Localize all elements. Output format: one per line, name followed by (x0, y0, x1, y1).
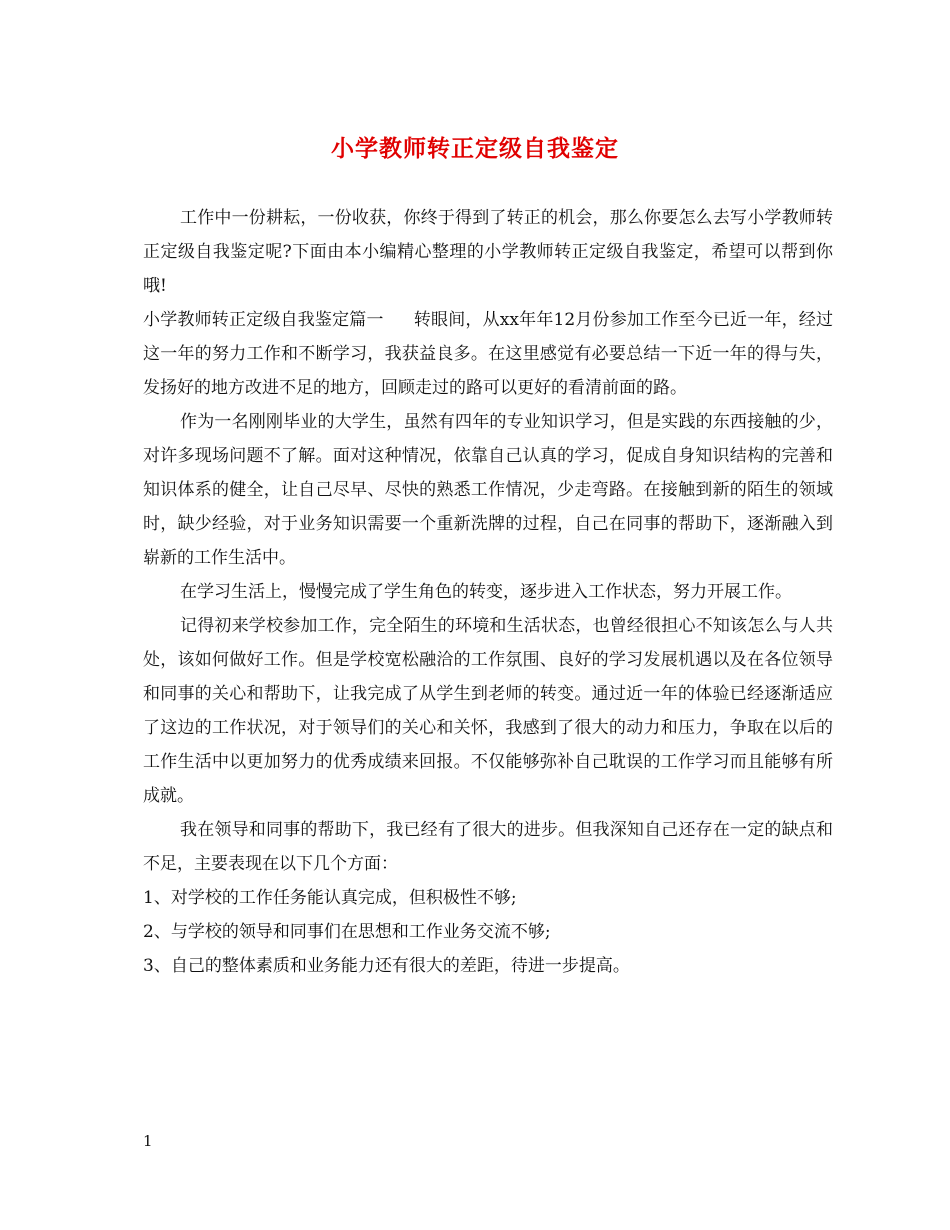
body-paragraph: 作为一名刚刚毕业的大学生，虽然有四年的专业知识学习，但是实践的东西接触的少，对许多现场问题不了解。面对这种情况，依靠自己认真的学习，促成自身知识结构的完善和知识体系的健全，让自己尽早、尽快的熟悉工作情况，少走弯路。在接触到新的陌生的领域时，缺少经验，对于业务知识需要一个重新洗牌的过程，自己在同事的帮助下，逐渐融入到崭新的工作生活中。 (143, 412, 833, 568)
intro-paragraph: 工作中一份耕耘，一份收获，你终于得到了转正的机会，那么你要怎么去写小学教师转正定级自我鉴定呢?下面由本小编精心整理的小学教师转正定级自我鉴定，希望可以帮到你哦! (143, 208, 833, 296)
section-heading: 小学教师转正定级自我鉴定篇一 (143, 310, 384, 330)
list-item: 3、自己的整体素质和业务能力还有很大的差距，待进一步提高。 (143, 956, 630, 976)
document-body (143, 201, 833, 983)
section-one-paragraph (143, 303, 833, 405)
body-paragraph: 在学习生活上，慢慢完成了学生角色的转变，逐步进入工作状态，努力开展工作。 (180, 582, 792, 602)
list-item: 2、与学校的领导和同事们在思想和工作业务交流不够; (143, 922, 551, 942)
body-paragraph: 记得初来学校参加工作，完全陌生的环境和生活状态，也曾经很担心不知该怎么与人共处，该如何做好工作。但是学校宽松融洽的工作氛围、良好的学习发展机遇以及在各位领导和同事的关心和帮助下，让我完成了从学生到老师的转变。通过近一年的体验已经逐渐适应了这边的工作状况，对于领导们的关心和关怀，我感到了很大的动力和压力，争取在以后的工作生活中以更加努力的优秀成绩来回报。不仅能够弥补自己耽误的工作学习而且能够有所成就。 (143, 616, 833, 806)
body-paragraph: 我在领导和同事的帮助下，我已经有了很大的进步。但我深知自己还存在一定的缺点和不足，主要表现在以下几个方面： (143, 820, 833, 874)
document-title: 小学教师转正定级自我鉴定 (331, 136, 619, 162)
page-number: 1 (143, 1132, 153, 1150)
section-first-text: 转眼间，从xx年年12月份参加工作至今已近一年，经过这一年的努力工作和不断学习，我获益良多。在这里感觉有必要总结一下近一年的得与失，发扬好的地方改进不足的地方，回顾走过的路可以更好的看清前面的路。 (143, 310, 834, 398)
list-item: 1、对学校的工作任务能认真完成，但积极性不够; (143, 888, 517, 908)
